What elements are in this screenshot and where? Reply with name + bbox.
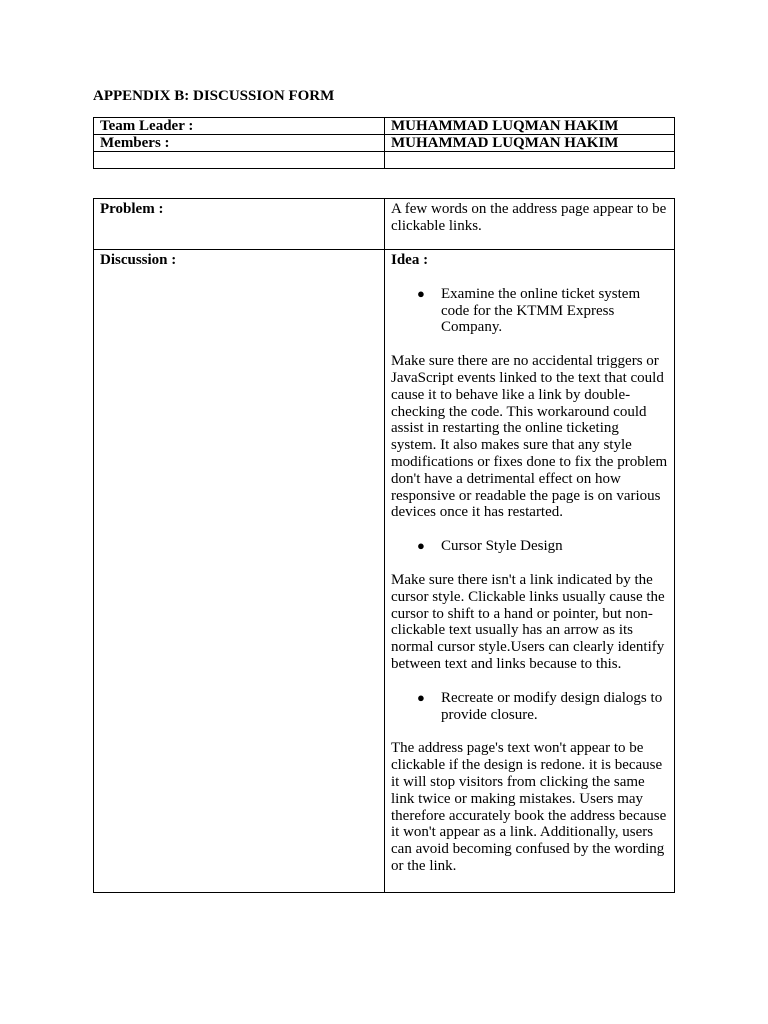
discussion-table	[93, 198, 675, 893]
members-label: Members :	[94, 135, 385, 152]
members-row	[94, 135, 675, 152]
team-info-table	[93, 117, 675, 169]
idea-bullet-item	[417, 538, 668, 555]
problem-text: A few words on the address page appear to be clickable links.	[385, 199, 675, 250]
bullet-icon: ●	[417, 538, 425, 554]
idea-paragraph: Make sure there isn't a link indicated by the cursor style. Clickable links usually cause the cursor to shift to a hand or pointer, but non-clickable text usually has an arrow as its normal cursor style.Users can clearly identify between text and links because to this.	[391, 571, 665, 672]
discussion-label: Discussion :	[94, 250, 385, 893]
idea-bullet-item	[417, 285, 668, 336]
idea-paragraph: Make sure there are no accidental triggers or JavaScript events linked to the text that could cause it to behave like a link by double-checking the code. This workaround could assist in restarting the online ticketing system. It also makes sure that any style modifications or fixes done to fix the problem don't have a detrimental effect on how responsive or readable the page is on various devices once it has restarted.	[391, 353, 668, 521]
problem-label: Problem :	[94, 199, 385, 250]
idea-list	[391, 286, 668, 336]
idea-bullet-text: Cursor Style Design	[441, 538, 563, 555]
problem-row	[94, 199, 675, 250]
bullet-icon: ●	[417, 689, 425, 705]
members-value: MUHAMMAD LUQMAN HAKIM	[385, 135, 675, 152]
empty-cell	[94, 152, 385, 169]
idea-list	[391, 538, 668, 555]
discussion-row	[94, 250, 675, 893]
empty-cell	[385, 152, 675, 169]
idea-bullet-text: Examine the online ticket system code for the KTMM Express Company.	[441, 285, 641, 336]
idea-heading: Idea :	[391, 252, 429, 268]
empty-row	[94, 152, 675, 169]
team-leader-value: MUHAMMAD LUQMAN HAKIM	[385, 118, 675, 135]
idea-bullet-text: Recreate or modify design dialogs to provide closure.	[441, 689, 663, 723]
idea-list	[391, 690, 668, 724]
bullet-icon: ●	[417, 285, 425, 301]
team-leader-row	[94, 118, 675, 135]
discussion-content	[385, 250, 675, 893]
idea-paragraph: The address page's text won't appear to be clickable if the design is redone. it is because it will stop visitors from clicking the same link twice or making mistakes. Users may therefore accurately book the address because it won't appear as a link. Additionally, users can avoid becoming confused by the wording or the link.	[391, 740, 667, 874]
idea-bullet-item	[417, 689, 668, 724]
page-title: APPENDIX B: DISCUSSION FORM	[93, 88, 335, 104]
team-leader-label: Team Leader :	[94, 118, 385, 135]
